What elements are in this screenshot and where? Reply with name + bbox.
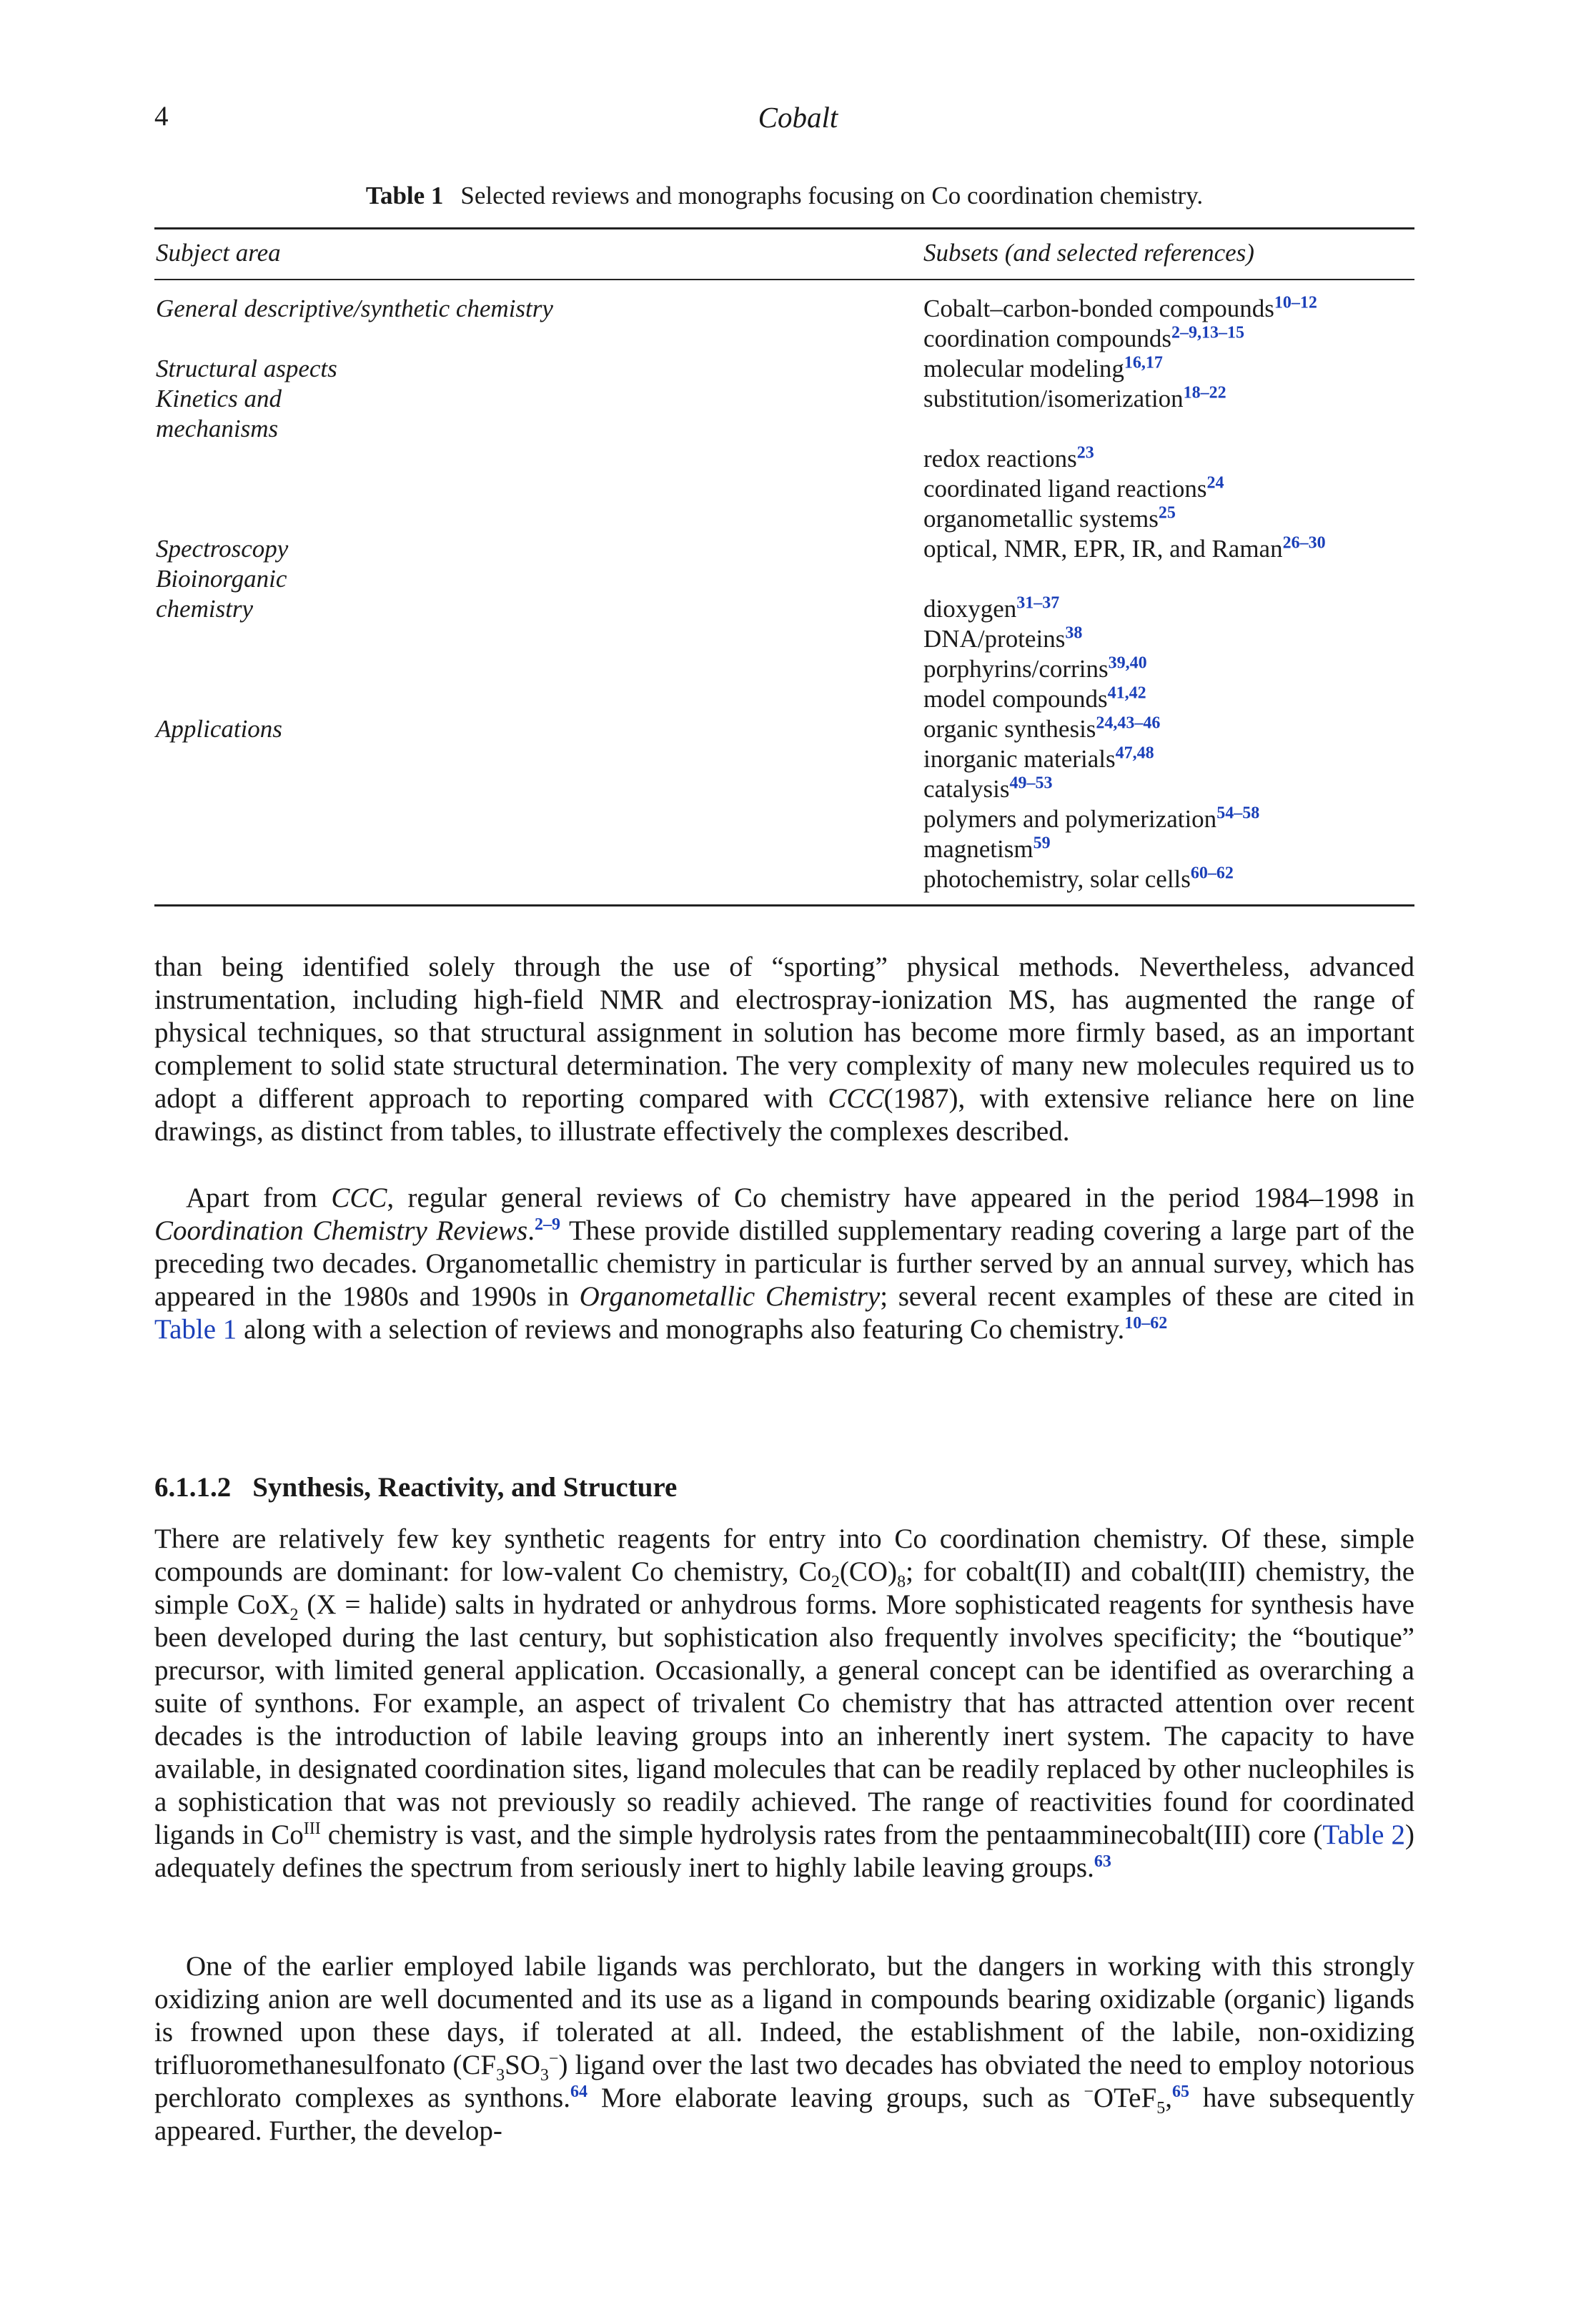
table-cell-subset xyxy=(923,595,1059,623)
p1-text-end: (1987), with extensive reliance here on line drawings, as distinct from tables, to illustrate effectively the complexes described. xyxy=(154,1083,1414,1147)
table-cell-subject: General descriptive/synthetic chemistry xyxy=(156,295,553,322)
p4-text-g: have subsequently appeared. Further, the develop- xyxy=(154,2083,1415,2146)
table-cell-subset xyxy=(923,535,1326,563)
citation-ref[interactable]: 59 xyxy=(1033,834,1051,853)
citation-ref[interactable]: 49–53 xyxy=(1009,774,1053,793)
table-cell-subset xyxy=(923,505,1176,533)
table-cell-subset xyxy=(923,355,1163,383)
subset-text: organometallic systems xyxy=(923,505,1159,533)
table-cell-subset xyxy=(923,745,1154,774)
p3-text-a: There are relatively few key synthetic reagents for entry into Co coordination chemistry. Of these, simple compounds are dominant: for low-valent Co chemistry, Co xyxy=(154,1523,1414,1587)
citation-ref[interactable]: 38 xyxy=(1065,623,1083,643)
p3-sub-1: 2 xyxy=(831,1572,840,1591)
table-cell-subset xyxy=(923,385,1226,413)
section-number: 6.1.1.2 xyxy=(154,1472,232,1503)
citation-ref[interactable]: 26–30 xyxy=(1282,533,1326,553)
paragraph-4 xyxy=(154,1950,1414,2148)
table-caption-text: Selected reviews and monographs focusing on Co coordination chemistry. xyxy=(460,182,1204,209)
p4-text-d: More elaborate leaving groups, such as xyxy=(588,2083,1084,2113)
table-cell-subset xyxy=(923,445,1094,473)
citation-10-62[interactable]: 10–62 xyxy=(1124,1314,1168,1333)
citation-64[interactable]: 64 xyxy=(570,2083,588,2101)
p4-sub-3: 5 xyxy=(1156,2098,1166,2118)
citation-ref[interactable]: 41,42 xyxy=(1107,683,1146,703)
p2-text-b: , regular general reviews of Co chemistry have appeared in the period 1984–1998 in xyxy=(387,1182,1415,1213)
p2-period: . xyxy=(527,1215,535,1246)
subset-text: molecular modeling xyxy=(923,355,1124,382)
subset-text: magnetism xyxy=(923,835,1034,863)
subset-text: polymers and polymerization xyxy=(923,805,1217,833)
subset-text: porphyrins/corrins xyxy=(923,655,1109,683)
running-title: Cobalt xyxy=(758,101,838,134)
citation-ref[interactable]: 23 xyxy=(1076,443,1094,463)
table-caption xyxy=(154,182,1414,210)
paragraph-2 xyxy=(154,1182,1414,1346)
table-cell-subject: mechanisms xyxy=(156,415,279,443)
table-cell-subject: Spectroscopy xyxy=(156,535,289,563)
table-cell-subset xyxy=(923,835,1051,864)
table-cell-subject: chemistry xyxy=(156,595,254,623)
table-cell-subset xyxy=(923,655,1147,683)
p3-text-e: chemistry is vast, and the simple hydrolysis rates from the pentaamminecobalt(III) core ( xyxy=(320,1819,1323,1850)
table2-link[interactable]: Table 2 xyxy=(1322,1819,1405,1850)
citation-ref[interactable]: 10–12 xyxy=(1274,293,1317,312)
citation-ref[interactable]: 54–58 xyxy=(1216,804,1260,823)
p3-sub-3: 2 xyxy=(289,1605,299,1624)
table-cell-subset xyxy=(923,625,1082,653)
table-cell-subset xyxy=(923,775,1053,804)
citation-ref[interactable]: 47,48 xyxy=(1115,744,1154,763)
p1-text: than being identified solely through the use of “sporting” physical methods. Nevertheless, advanced instrumentation, including high-field NMR and electrospray-ionization MS, has augmented the range of physical techniques, so that structural assignment in solution has become more firmly based, as an important complement to solid state structural determination. The very complexity of many new molecules required us to adopt a different approach to reporting compared with xyxy=(154,952,1414,1114)
citation-ref[interactable]: 18–22 xyxy=(1183,383,1226,402)
table-cell-subject: Kinetics and xyxy=(156,385,282,413)
p4-text-b: SO xyxy=(505,2050,540,2080)
citation-2-9[interactable]: 2–9 xyxy=(534,1215,560,1234)
table-top-rule xyxy=(154,227,1414,229)
subset-text: photochemistry, solar cells xyxy=(923,865,1191,893)
p3-text-b: (CO) xyxy=(839,1556,898,1587)
p3-text-c: ; for cobalt(II) and cobalt(III) chemistry, the simple CoX xyxy=(154,1556,1414,1620)
p2-text-a: Apart from xyxy=(186,1182,332,1213)
table-cell-subset xyxy=(923,295,1317,323)
subset-text: coordinated ligand reactions xyxy=(923,475,1207,503)
table-cell-subset xyxy=(923,685,1146,713)
subset-text: model compounds xyxy=(923,685,1108,713)
p4-sub-2: 3 xyxy=(540,2065,549,2085)
section-title: Synthesis, Reactivity, and Structure xyxy=(252,1472,678,1503)
citation-ref[interactable]: 31–37 xyxy=(1016,593,1060,613)
citation-ref[interactable]: 39,40 xyxy=(1108,653,1147,673)
table-bottom-rule xyxy=(154,904,1414,907)
subset-text: Cobalt–carbon-bonded compounds xyxy=(923,295,1274,322)
subset-text: optical, NMR, EPR, IR, and Raman xyxy=(923,535,1283,563)
p3-sup-oxidation: III xyxy=(303,1819,321,1838)
citation-65[interactable]: 65 xyxy=(1171,2083,1189,2101)
table-cell-subset xyxy=(923,805,1259,834)
table-cell-subject: Applications xyxy=(156,715,282,743)
section-heading xyxy=(154,1471,677,1503)
table-cell-subset xyxy=(923,475,1224,503)
journal-title: Coordination Chemistry Reviews xyxy=(154,1215,528,1246)
journal-title-2: Organometallic Chemistry xyxy=(579,1281,881,1312)
subset-text: dioxygen xyxy=(923,595,1017,623)
citation-ref[interactable]: 24 xyxy=(1206,473,1224,493)
ccc-italic-2: CCC xyxy=(331,1182,387,1213)
citation-ref[interactable]: 24,43–46 xyxy=(1096,713,1161,733)
citation-ref[interactable]: 25 xyxy=(1158,503,1176,523)
table1-link[interactable]: Table 1 xyxy=(154,1314,237,1345)
citation-ref[interactable]: 2–9,13–15 xyxy=(1171,323,1245,342)
citation-ref[interactable]: 16,17 xyxy=(1124,353,1163,372)
p4-sub-1: 3 xyxy=(496,2065,505,2085)
p2-text-d: ; several recent examples of these are cited in xyxy=(880,1281,1415,1312)
table-cell-subject: Bioinorganic xyxy=(156,565,287,593)
subset-text: inorganic materials xyxy=(923,745,1116,773)
p4-text-e: OTeF xyxy=(1093,2083,1157,2113)
p3-text-d: (X = halide) salts in hydrated or anhydrous forms. More sophisticated reagents for synthesis have been developed during the last century, but sophistication also frequently involves specificity; the “boutique” precursor, with limited general application. Occasionally, a general concept can be identified as overarching a suite of synthons. For example, an aspect of trivalent Co chemistry that has attracted attention over recent decades is the introduction of labile leaving groups into an inherently inert system. The capacity to have available, in designated coordination sites, ligand molecules that can be readily replaced by other nucleophiles is a sophistication that was not previously so readily achieved. The range of reactivities found for coordinated ligands in Co xyxy=(154,1589,1414,1850)
subset-text: substitution/isomerization xyxy=(923,385,1184,413)
p4-text-a: One of the earlier employed labile ligands was perchlorato, but the dangers in working with this strongly oxidizing anion are well documented and its use as a ligand in compounds bearing oxidizable (organic) ligands is frowned upon these days, if tolerated at all. Indeed, the establishment of the labile, non-oxidizing trifluoromethanesulfonato (CF xyxy=(154,1951,1414,2080)
subset-text: DNA/proteins xyxy=(923,625,1066,653)
p4-text-f: , xyxy=(1165,2083,1172,2113)
table-header-rule xyxy=(154,279,1414,280)
page-number: 4 xyxy=(154,101,169,132)
p4-text-c: ) ligand over the last two decades has obviated the need to employ notorious perchlorato complexes as synthons. xyxy=(154,2050,1415,2113)
subset-text: catalysis xyxy=(923,775,1010,803)
paragraph-3 xyxy=(154,1523,1414,1884)
table-cell-subset xyxy=(923,715,1160,744)
col-header-subsets: Subsets (and selected references) xyxy=(923,239,1254,267)
citation-63[interactable]: 63 xyxy=(1094,1852,1111,1871)
table-label: Table 1 xyxy=(365,182,444,209)
citation-ref[interactable]: 60–62 xyxy=(1190,864,1234,883)
p4-sup-charge-2: − xyxy=(1084,2083,1094,2101)
ccc-italic: CCC xyxy=(828,1083,884,1114)
p4-sup-charge: − xyxy=(548,2050,559,2068)
col-header-subject: Subject area xyxy=(156,239,281,267)
p3-text-f: ) adequately defines the spectrum from seriously inert to highly labile leaving groups. xyxy=(154,1819,1414,1883)
table-cell-subset xyxy=(923,865,1234,894)
subset-text: coordination compounds xyxy=(923,325,1172,352)
paragraph-1 xyxy=(154,951,1414,1148)
p2-text-e: along with a selection of reviews and monographs also featuring Co chemistry. xyxy=(237,1314,1125,1345)
subset-text: redox reactions xyxy=(923,445,1077,473)
subset-text: organic synthesis xyxy=(923,715,1096,743)
table-cell-subject: Structural aspects xyxy=(156,355,337,382)
table-cell-subset xyxy=(923,325,1244,353)
p2-text-c: These provide distilled supplementary reading covering a large part of the preceding two decades. Organometallic chemistry in particular is further served by an annual survey, which has appeared in the 1980s and 1990s in xyxy=(154,1215,1414,1312)
p3-sub-2: 8 xyxy=(897,1572,906,1591)
